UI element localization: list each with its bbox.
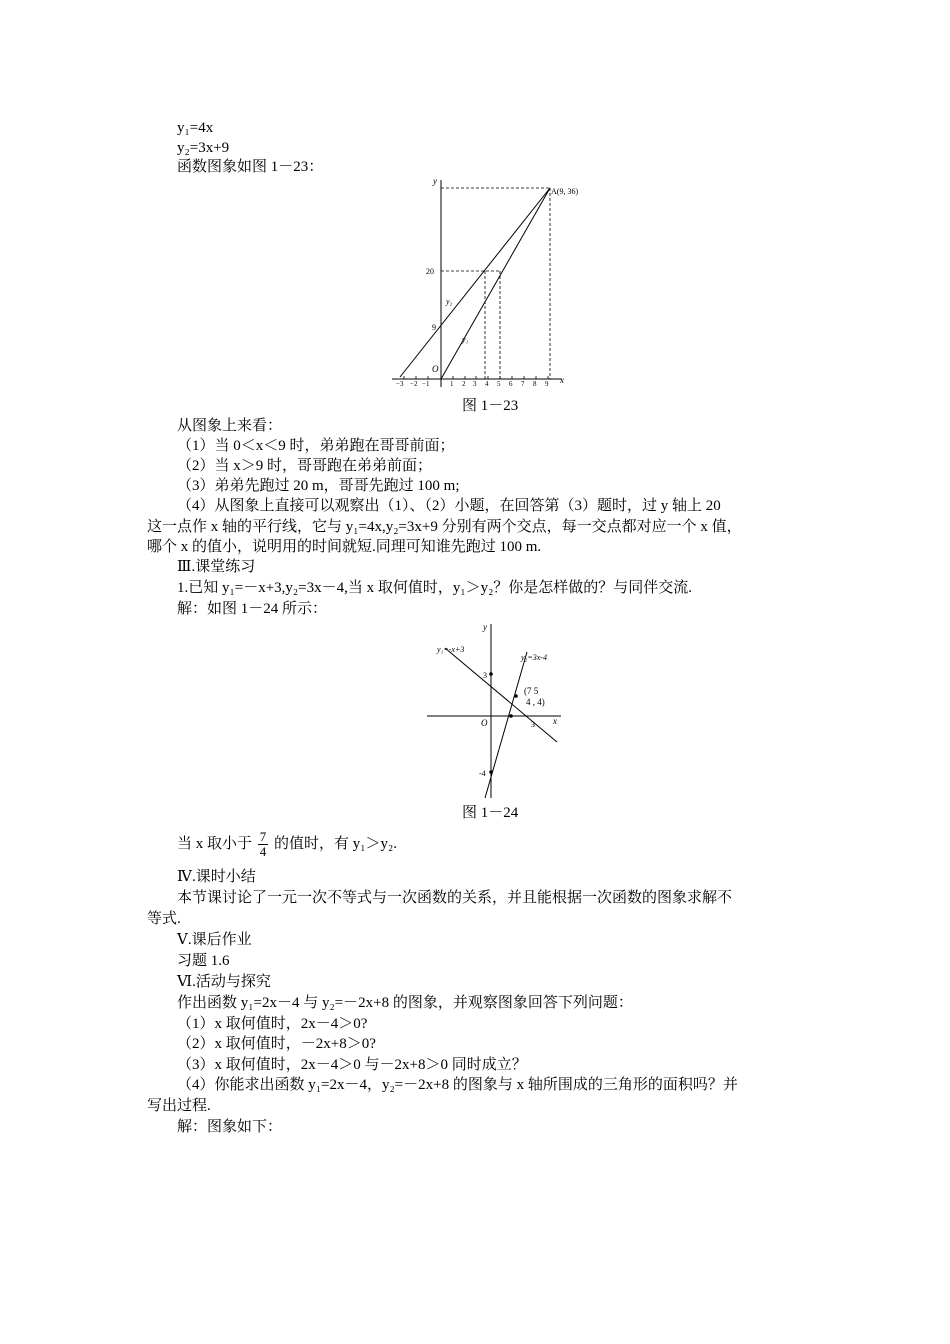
section-heading-practice: Ⅲ.课堂练习 bbox=[177, 559, 256, 575]
xtick: 6 bbox=[509, 380, 513, 388]
answer-prefix: 当 x 取小于 bbox=[177, 836, 253, 852]
figure-1-24 bbox=[425, 620, 585, 802]
obs-heading: 从图象上来看： bbox=[177, 418, 283, 434]
obs-item-2: （2）当 x＞9 时，哥哥跑在弟弟前面； bbox=[177, 458, 433, 474]
y2-line-label: y₂ bbox=[446, 297, 453, 306]
xtick: 9 bbox=[545, 380, 549, 388]
axis-x-label: x bbox=[560, 375, 564, 385]
xtick: 5 bbox=[497, 380, 501, 388]
origin-label: O bbox=[432, 364, 439, 374]
activity-question-4-line1: （4）你能求出函数 y₁=2x－4，y₂=－2x+8 的图象与 x 轴所围成的三角形的面积吗？并 bbox=[177, 1077, 738, 1093]
y1-line-label: y₁ bbox=[462, 335, 469, 344]
obs-item-4-line1: （4）从图象上直接可以观察出（1）、（2）小题，在回答第（3）题时，过 y 轴上 20 bbox=[177, 498, 721, 514]
answer-line bbox=[177, 826, 397, 862]
line-y1 bbox=[441, 188, 550, 379]
xtick: 1 bbox=[450, 380, 454, 388]
obs-item-4-line2: 这一点作 x 轴的平行线，它与 y₁=4x,y₂=3x+9 分别有两个交点，每一交点都对应一个 x 值， bbox=[147, 519, 742, 535]
xtick: −2 bbox=[410, 380, 418, 388]
fraction-seven-fourths bbox=[258, 830, 269, 859]
fraction-numerator: 7 bbox=[259, 829, 267, 845]
obs-item-4-line3: 哪个 x 的值小，说明用的时间就短.同理可知谁先跑过 100 m. bbox=[147, 539, 542, 555]
activity-question-4-line2: 写出过程. bbox=[147, 1098, 211, 1114]
xtick: 8 bbox=[533, 380, 537, 388]
origin-label: O bbox=[481, 718, 488, 728]
xtick-3: 3 bbox=[531, 720, 535, 729]
obs-item-1: （1）当 0＜x＜9 时，弟弟跑在哥哥前面； bbox=[177, 438, 455, 454]
summary-line1: 本节课讨论了一元一次不等式与一次函数的关系，并且能根据一次函数的图象求解不 bbox=[177, 890, 733, 906]
xtick: 3 bbox=[473, 380, 477, 388]
practice-solution-intro: 解：如图 1－24 所示： bbox=[177, 601, 328, 617]
section-heading-activity: Ⅵ.活动与探究 bbox=[177, 974, 271, 990]
xtick: 7 bbox=[521, 380, 525, 388]
obs-item-3: （3）弟弟先跑过 20 m，哥哥先跑过 100 m; bbox=[177, 478, 460, 494]
point-label-top: (7 5 bbox=[524, 686, 539, 696]
figure-1-23 bbox=[390, 172, 600, 390]
section-heading-homework: Ⅴ.课后作业 bbox=[177, 932, 252, 948]
line-y1 bbox=[445, 648, 557, 742]
activity-solution-intro: 解：图象如下： bbox=[177, 1119, 283, 1135]
line-y2 bbox=[400, 188, 550, 377]
point-a-label: A(9, 36) bbox=[551, 187, 579, 196]
y2-line-label: y₂=3x-4 bbox=[521, 653, 547, 662]
ytick-minus-4: -4 bbox=[479, 769, 486, 778]
axis-x-label: x bbox=[553, 716, 557, 726]
summary-line2: 等式. bbox=[147, 911, 181, 927]
xtick: −1 bbox=[422, 380, 430, 388]
fraction-denominator: 4 bbox=[259, 844, 267, 860]
xtick: −3 bbox=[396, 380, 404, 388]
ytick-3: 3 bbox=[483, 671, 487, 680]
homework-item: 习题 1.6 bbox=[177, 953, 230, 969]
figure-caption-1-24: 图 1－24 bbox=[462, 805, 519, 821]
xtick: 4 bbox=[485, 380, 489, 388]
axis-y-label: y bbox=[433, 176, 437, 186]
activity-question-1: （1）x 取何值时，2x－4＞0? bbox=[177, 1016, 368, 1032]
answer-suffix: 的值时，有 y₁＞y₂. bbox=[274, 836, 397, 852]
figure-ref-text: 函数图象如图 1－23： bbox=[177, 159, 324, 175]
ytick-20: 20 bbox=[426, 267, 434, 276]
activity-question-3: （3）x 取何值时，2x－4＞0 与－2x+8＞0 同时成立？ bbox=[177, 1057, 527, 1073]
section-heading-summary: Ⅳ.课时小结 bbox=[177, 869, 256, 885]
activity-intro: 作出函数 y₁=2x－4 与 y₂=－2x+8 的图象，并观察图象回答下列问题： bbox=[177, 995, 633, 1011]
y1-line-label: y₁=-x+3 bbox=[437, 645, 465, 654]
equation-y2: y₂=3x+9 bbox=[177, 140, 230, 156]
figure-caption-1-23: 图 1－23 bbox=[462, 398, 519, 414]
equation-y1: y₁=4x bbox=[177, 120, 214, 136]
point-label-bottom: 4 , 4) bbox=[526, 697, 545, 707]
practice-question-1: 1.已知 y₁=－x+3,y₂=3x－4,当 x 取何值时，y₁＞y₂？你是怎样做的？与同伴交流. bbox=[177, 580, 693, 596]
ytick-9: 9 bbox=[432, 323, 436, 332]
xtick: 2 bbox=[462, 380, 466, 388]
activity-question-2: （2）x 取何值时，－2x+8＞0? bbox=[177, 1036, 376, 1052]
axis-y-label: y bbox=[483, 622, 487, 632]
